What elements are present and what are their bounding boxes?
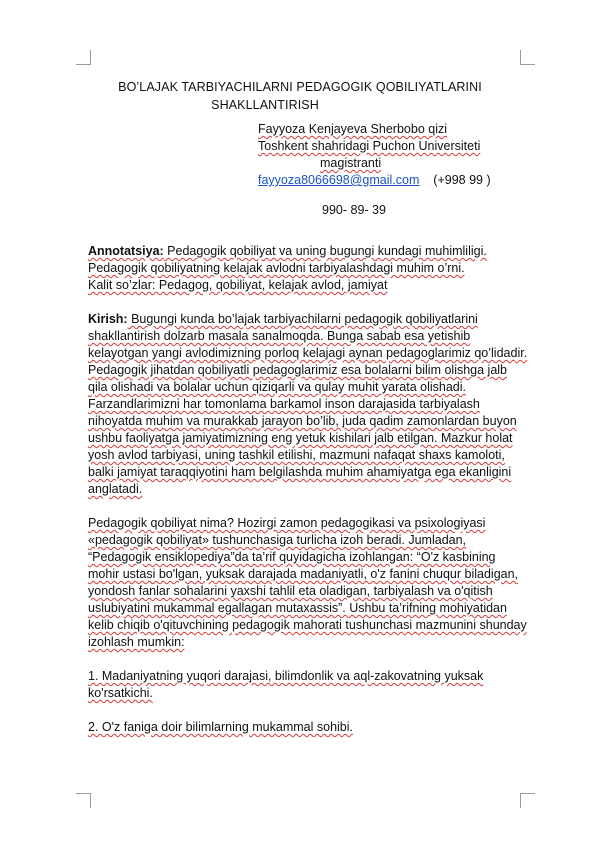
keywords-paragraph [88,277,528,294]
corner-mark-top-left-v [90,50,91,65]
author-role: magistranti [320,156,382,170]
document-title [40,78,560,114]
abstract-label: Annotatsiya: [88,244,164,258]
corner-mark-top-right-v [520,50,521,65]
author-affiliation: Toshkent shahridagi Puchon Universiteti [258,139,481,153]
definition-paragraph [88,515,528,651]
definition-text: Pedagogik qobiliyat nima? Hozirgi zamon pedagogikasi va psixologiyasi «pedagogik qobiliyat» tushunchasiga turlicha izoh beradi. Jumladan, “Pedagogik ensiklopediya”da ta’rif quyidagicha izohlangan: “O'z kasbining mohir ustasi bo'lgan, yuksak darajada madaniyatli, o'z fanini chuqur biladigan, yondosh fanlar sohalarini yaxshi tahlil eta oladigan, tarbiyalash va o'qitish uslubiyatini mukammal egallagan mutaxassis”. Ushbu ta’rifning mohiyatidan kelib chiqib o'qituvchining pedagogik mahorati tushunchasi mazmunini shunday izohlash mumkin: [88,516,527,649]
author-block [258,121,558,219]
corner-mark-top-left [76,64,91,65]
keywords-text: Kalit so’zlar: Pedagog, qobiliyat, kelajak avlod, jamiyat [88,278,388,292]
list-item-1: 1. Madaniyatning yuqori darajasi, bilimdonlik va aql-zakovatning yuksak ko'rsatkichi. [88,669,484,700]
corner-mark-bottom-left-v [90,793,91,808]
intro-label: Kirish: [88,312,128,326]
corner-mark-bottom-left [76,793,91,794]
intro-text: Bugungi kunda bo’lajak tarbiyachilarni pedagogik qobiliyatlarini shakllantirish dolzarb masala sanalmoqda. Bunga sabab esa yetishib kelayotgan yangi avlodimizning porloq kelajagi aynan pedagoglarimiz qo’lidadir. Pedagogik jihatdan qobiliyatli pedagoglarimiz esa bolalarni bilim olishga jalb qila olishadi va bolalar uchun qiziqarli va qulay muhit yarata olishadi. Farzandlarimizni har tomonlama barkamol inson darajasida tarbiyalash nihoyatda muhim va murakkab jarayon bo’lib, juda qadim zamonlardan buyon ushbu faoliyatga jamiyatimizning eng yetuk kishilari jalb etilgan. Mazkur holat yosh avlod tarbiyasi, uning tashkil etilishi, mazmuni nafaqat shaxs kamoloti, balki jamiyat taraqqiyotini ham belgilashda muhim ahamiyatga ega ekanligini anglatadi. [88,312,528,496]
list-item-2: 2. O'z faniga doir bilimlarning mukammal sohibi. [88,720,353,734]
abstract-paragraph [88,243,528,277]
title-line-2: SHAKLLANTIRISH [211,98,319,112]
document-body [88,243,528,753]
author-email-link[interactable]: fayyoza8066698@gmail.com [258,173,420,187]
title-line-1: BO’LAJAK TARBIYACHILARNI PEDAGOGIK QOBILIYATLARINI [118,80,482,94]
author-phone-number: 990- 89- 39 [322,203,386,217]
intro-paragraph [88,311,528,498]
corner-mark-top-right [520,64,535,65]
list-item [88,668,528,702]
abstract-text: Pedagogik qobiliyat va uning bugungi kundagi muhimliligi. Pedagogik qobiliyatning kelajak avlodni tarbiyalashdagi muhim o’rni. [88,244,487,275]
author-name: Fayyoza Kenjayeva Sherbobo qizi [258,122,448,136]
list-item [88,719,528,736]
corner-mark-bottom-right-v [520,793,521,808]
contact-line [258,172,558,189]
corner-mark-bottom-right [520,793,535,794]
author-phone-code: (+998 99 ) [433,173,491,187]
